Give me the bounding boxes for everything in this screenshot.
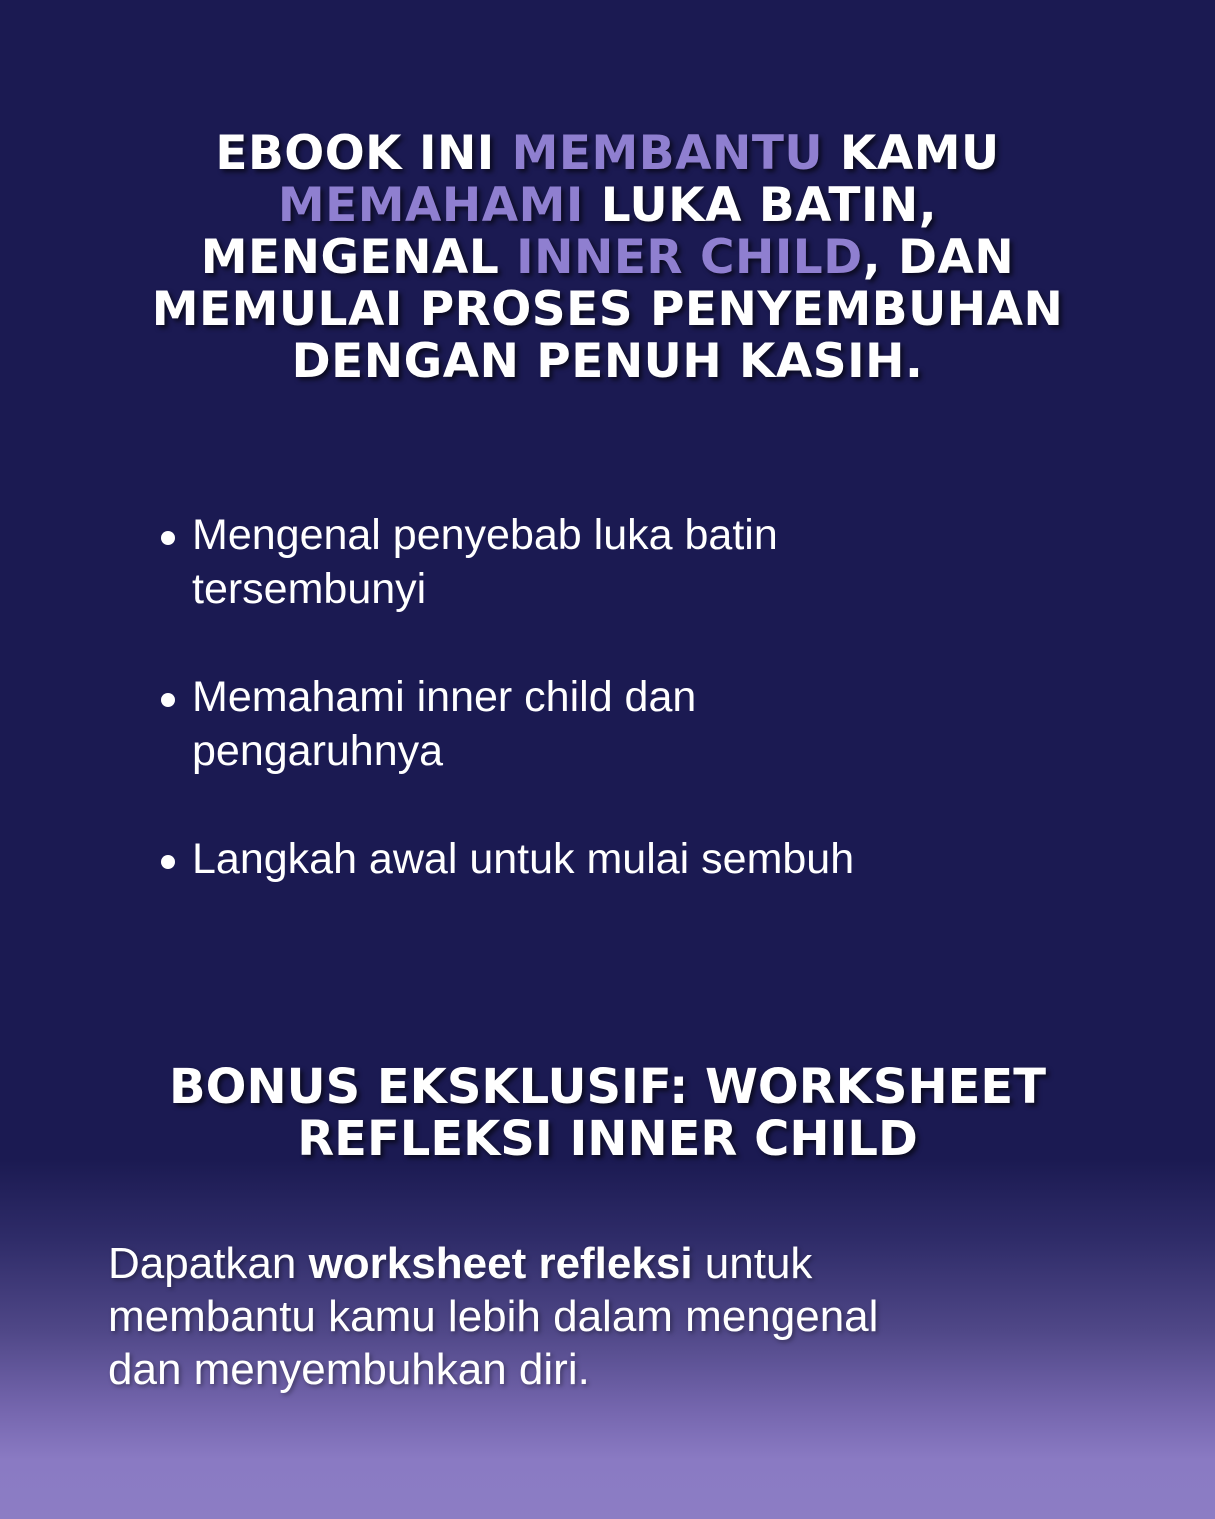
headline-line-3: MENGENAL INNER CHILD, DAN [200,230,1015,285]
bullet-dot-icon [161,855,175,869]
headline-line-1: EBOOK INI MEMBANTU KAMU [215,126,1000,181]
bonus-description: Dapatkan worksheet refleksi untuk membantu kamu lebih dalam mengenal dan menyembuhkan diri. [108,1239,879,1394]
bullet-dot-icon [161,531,175,545]
headline [0,128,1215,388]
headline-highlight-memahami: MEMAHAMI [277,178,584,233]
bonus-highlight: worksheet refleksi [308,1239,693,1288]
headline-line-2: MEMAHAMI LUKA BATIN, [277,178,938,233]
headline-highlight-inner-child: INNER CHILD [516,230,863,285]
benefit-item: Langkah awal untuk mulai sembuh [158,832,1058,886]
bonus-title: BONUS EKSKLUSIF: WORKSHEET REFLEKSI INNER CHILD [169,1059,1046,1167]
bullet-dot-icon [161,693,175,707]
benefit-list [158,508,1058,886]
benefit-item: Memahami inner child dan pengaruhnya [158,670,1058,778]
headline-highlight-membantu: MEMBANTU [511,126,824,181]
headline-line-5: DENGAN PENUH KASIH. [291,334,924,389]
benefit-item: Mengenal penyebab luka batin tersembunyi [158,508,1058,616]
headline-line-4: MEMULAI PROSES PENYEMBUHAN [151,282,1064,337]
